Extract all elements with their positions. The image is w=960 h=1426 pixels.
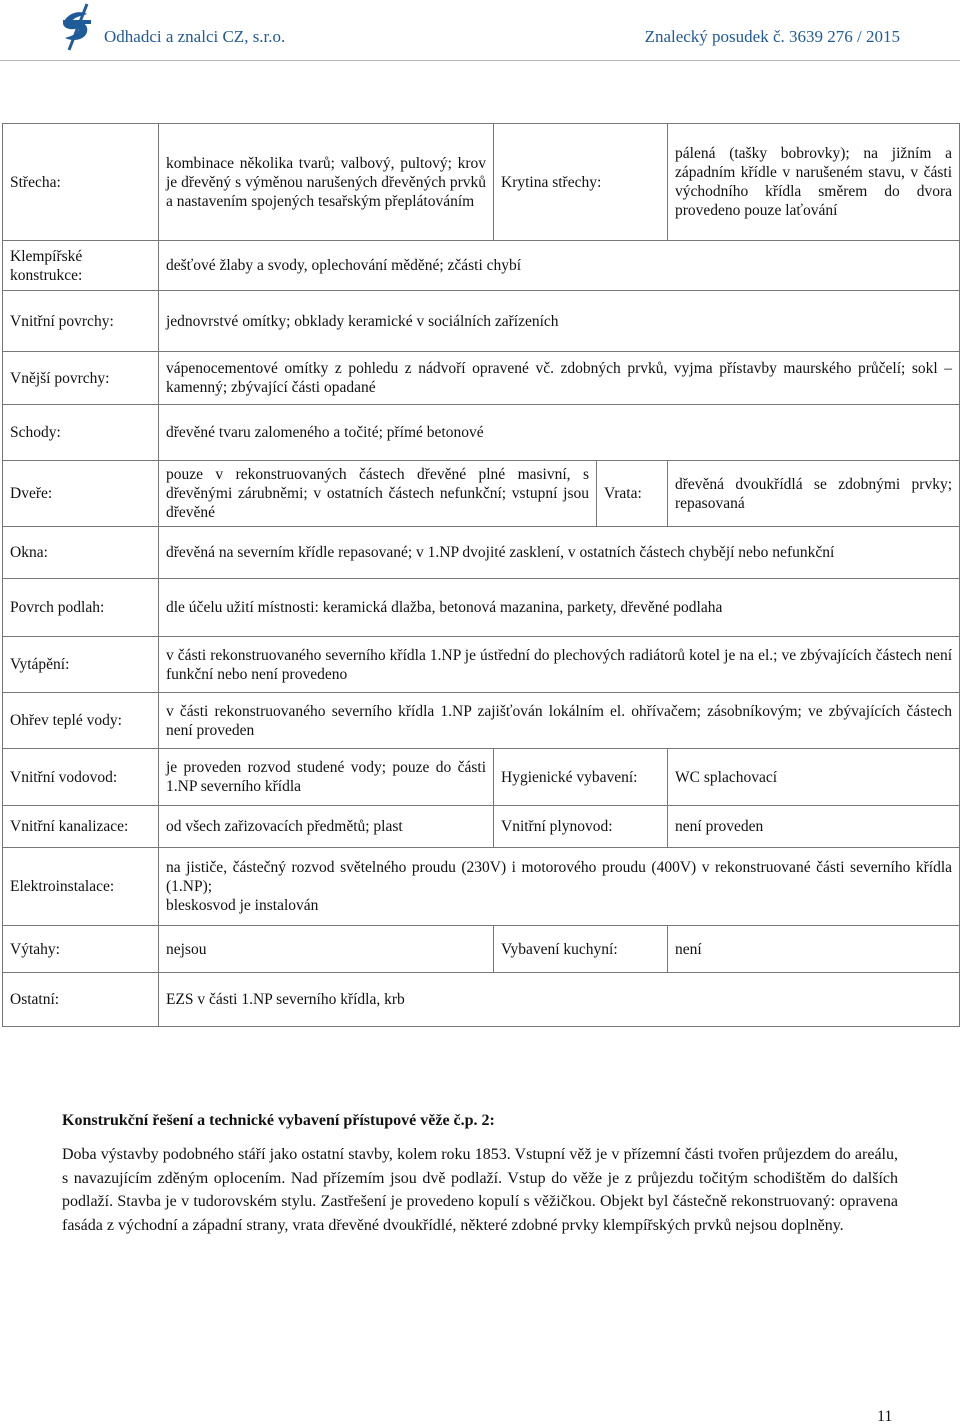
elektro-label: Elektroinstalace:: [3, 848, 159, 926]
vodovod-label: Vnitřní vodovod:: [3, 749, 159, 806]
company-logo-icon: [57, 2, 97, 52]
krytina-value: pálená (tašky bobrovky); na jižním a západním křídle v narušeném stavu, v části východního křídla směrem do dvora provedeno pouze laťování: [668, 124, 960, 241]
header-company: Odhadci a znalci CZ, s.r.o.: [104, 27, 286, 46]
krytina-label: Krytina střechy:: [494, 124, 668, 241]
page-number: 11: [877, 1408, 893, 1425]
kuchyne-label: Vybavení kuchyní:: [494, 926, 668, 973]
vrata-value: dřevěná dvoukřídlá se zdobnými prvky; repasovaná: [668, 461, 960, 527]
kanalizace-value: od všech zařizovacích předmětů; plast: [159, 806, 494, 848]
table-row: [3, 405, 960, 461]
povrch-podlah-label: Povrch podlah:: [3, 579, 159, 637]
elektro-value-line1: na jističe, částečný rozvod světelného proudu (230V) i motorového proudu (400V) v rekonstruované části severního křídla (1.NP);: [166, 859, 953, 895]
vnejsi-povrchy-value: vápenocementové omítky z pohledu z nádvoří opravené vč. zdobných prvků, vyjma přístavby maurského průčelí; sokl – kamenný; zbývající části opadané: [159, 352, 960, 405]
schody-label: Schody:: [3, 405, 159, 461]
table-row: [3, 352, 960, 405]
table-row: [3, 241, 960, 291]
kuchyne-value: není: [668, 926, 960, 973]
elektro-value: [159, 848, 960, 926]
vytapeni-label: Vytápění:: [3, 637, 159, 693]
elektro-value-line2: bleskosvod je instalován: [166, 897, 319, 914]
table-row: [3, 124, 960, 241]
vnitrni-povrchy-label: Vnitřní povrchy:: [3, 291, 159, 352]
technical-specification-table: [2, 123, 960, 1027]
povrch-podlah-value: dle účelu užití místnosti: keramická dlažba, betonová mazanina, parkety, dřevěné podlaha: [159, 579, 960, 637]
ostatni-label: Ostatní:: [3, 973, 159, 1027]
table-row: [3, 973, 960, 1027]
vytahy-value: nejsou: [159, 926, 494, 973]
table-row: [3, 291, 960, 352]
hygienicke-label: Hygienické vybavení:: [494, 749, 668, 806]
section-text: Doba výstavby podobného stáří jako ostatní stavby, kolem roku 1853. Vstupní věž je v přízemní části tvořen průjezdem do areálu, s navazujícím zděným oplocením. Nad přízemím jsou dvě podlaží. Vstup do věže je z průjezdu točitým schodištěm do dalších podlaží. Stavba je v tudorovském stylu. Zastřešení je provedeno kopulí s věžičkou. Objekt byl částečně rekonstruovaný: opravena fasáda z východní a západní strany, vrata dřevěné dvoukřídlé, některé zdobné prvky klempířských prvků nejsou doplněny.: [62, 1146, 898, 1234]
klempirske-label: Klempířské konstrukce:: [3, 241, 159, 291]
table-row: [3, 926, 960, 973]
hygienicke-value: WC splachovací: [668, 749, 960, 806]
ohrev-label: Ohřev teplé vody:: [3, 693, 159, 749]
page-header: [0, 0, 960, 61]
vnitrni-povrchy-value: jednovrstvé omítky; obklady keramické v sociálních zařízeních: [159, 291, 960, 352]
table-row: [3, 848, 960, 926]
dvere-label: Dveře:: [3, 461, 159, 527]
okna-value: dřevěná na severním křídle repasované; v 1.NP dvojité zasklení, v ostatních částech chybějí nebo nefunkční: [159, 527, 960, 579]
okna-label: Okna:: [3, 527, 159, 579]
table-row: [3, 806, 960, 848]
table-row: [3, 579, 960, 637]
table-row: [3, 637, 960, 693]
vodovod-value: je proveden rozvod studené vody; pouze do části 1.NP severního křídla: [159, 749, 494, 806]
plynovod-value: není proveden: [668, 806, 960, 848]
vytahy-label: Výtahy:: [3, 926, 159, 973]
klempirske-value: dešťové žlaby a svody, oplechování měděné; zčásti chybí: [159, 241, 960, 291]
dvere-value: pouze v rekonstruovaných částech dřevěné plné masivní, s dřevěnými zárubněmi; v ostatních částech nefunkční; vstupní jsou dřevěné: [159, 461, 597, 527]
table-row: [3, 749, 960, 806]
vnejsi-povrchy-label: Vnější povrchy:: [3, 352, 159, 405]
ostatni-value: EZS v části 1.NP severního křídla, krb: [159, 973, 960, 1027]
kanalizace-label: Vnitřní kanalizace:: [3, 806, 159, 848]
vytapeni-value: v části rekonstruovaného severního křídla 1.NP je ústřední do plechových radiátorů kotel je na el.; ve zbývajících částech není funkční nebo není provedeno: [159, 637, 960, 693]
section-title: Konstrukční řešení a technické vybavení přístupové věže č.p. 2:: [62, 1112, 495, 1129]
strecha-label: Střecha:: [3, 124, 159, 241]
header-report-number: Znalecký posudek č. 3639 276 / 2015: [644, 27, 900, 46]
plynovod-label: Vnitřní plynovod:: [494, 806, 668, 848]
schody-value: dřevěné tvaru zalomeného a točité; přímé betonové: [159, 405, 960, 461]
vrata-label: Vrata:: [597, 461, 668, 527]
strecha-value: kombinace několika tvarů; valbový, pultový; krov je dřevěný s výměnou narušených dřevěných prvků a nastavením spojených tesařským přeplátováním: [159, 124, 494, 241]
ohrev-value: v části rekonstruovaného severního křídla 1.NP zajišťován lokálním el. ohřívačem; zásobníkovým; ve zbývajících částech není proveden: [159, 693, 960, 749]
table-row: [3, 693, 960, 749]
table-row: [3, 527, 960, 579]
table-row: [3, 461, 960, 527]
